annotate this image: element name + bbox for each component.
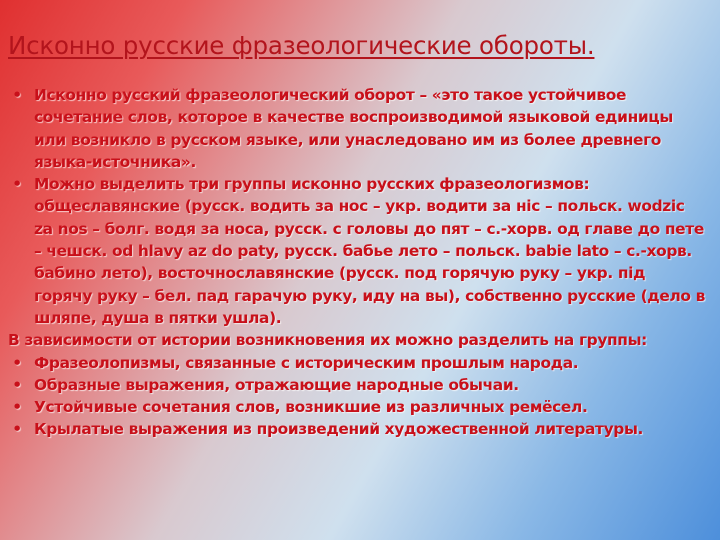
bullet-icon: • (12, 398, 22, 417)
bullet-text: Фразеолопизмы, связанные с историческим прошлым народа. (34, 353, 579, 372)
bullet-item-customs (8, 374, 708, 396)
bullet-icon: • (12, 420, 22, 439)
slide-title: Исконно русские фразеологические обороты. (8, 31, 595, 60)
bullet-item-history (8, 352, 708, 374)
bullet-text: Устойчивые сочетания слов, возникшие из различных ремёсел. (34, 398, 588, 417)
bullet-item-crafts (8, 396, 708, 418)
bullet-item-groups (8, 173, 708, 329)
bullet-icon: • (12, 353, 22, 372)
bullet-text: Исконно русский фразеологический оборот – «это такое устойчивое сочетание слов, которое в качестве воспроизводимой языковой единицы или возникло в русском языке, или унаследовано им из более древнего языка-источника». (34, 86, 673, 171)
bullet-text: Можно выделить три группы исконно русских фразеологизмов: общеславянские (русск. водить за нос – укр. водити за ніс – польск. wodzic za nos – болг. водя за носа, русск. с головы до пят – с.-хорв. од главе до пете – чешск. od hlavy az do paty, русск. бабье лето – польск. babie lato – с.-хорв. бабино лето), восточнославянские (русск. под горячую руку – укр. під горячу руку – бел. пад гарачую руку, иду на вы), собственно русские (дело в шляпе, душа в пятки ушла). (34, 175, 706, 327)
groups-intro-paragraph: В зависимости от истории возникновения их можно разделить на группы: (8, 331, 647, 350)
bullet-icon: • (12, 86, 22, 104)
bullet-item-definition (8, 84, 708, 173)
bullet-text: Образные выражения, отражающие народные обычаи. (34, 375, 519, 394)
bullet-item-literature (8, 418, 708, 440)
bullet-text: Крылатые выражения из произведений художественной литературы. (34, 420, 644, 439)
bullet-icon: • (12, 175, 22, 194)
slide-content (8, 84, 708, 441)
bullet-icon: • (12, 375, 22, 394)
